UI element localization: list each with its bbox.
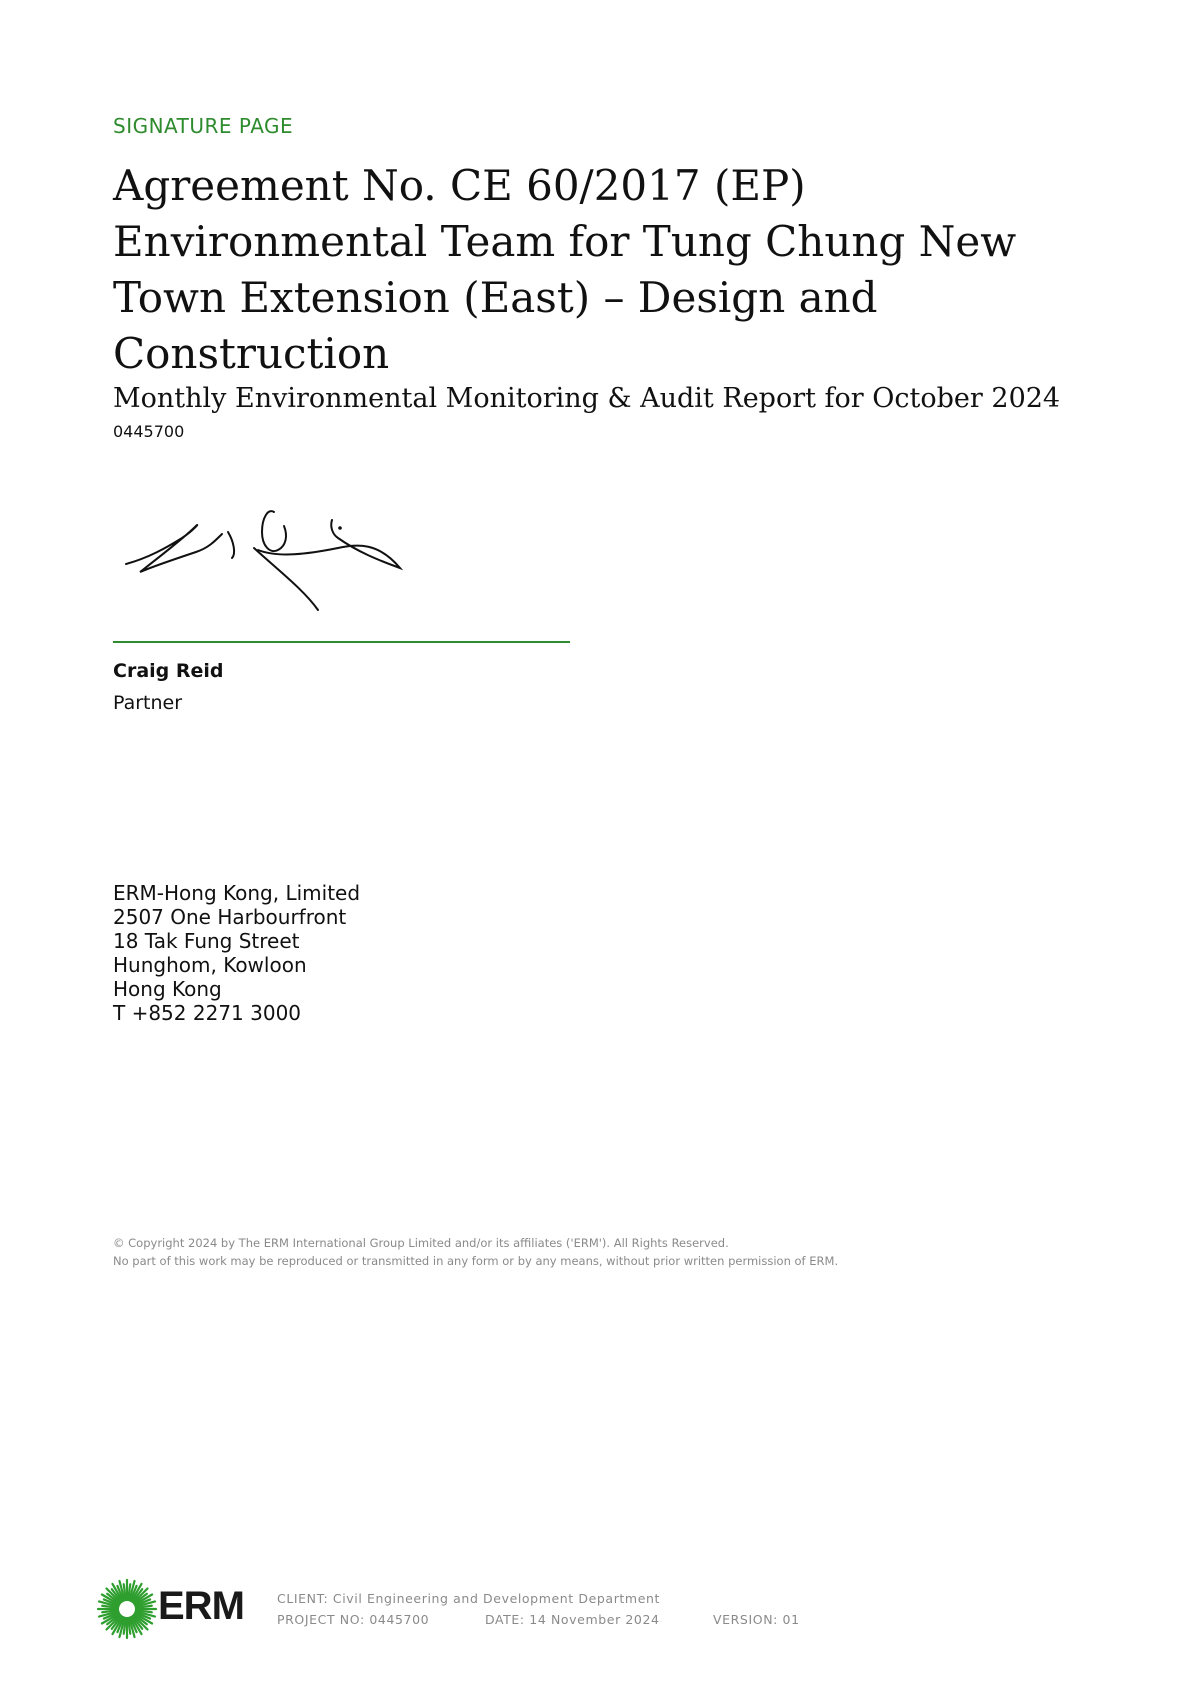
document-subtitle: Monthly Environmental Monitoring & Audit Report for October 2024 xyxy=(113,383,1061,414)
address-line: 2507 One Harbourfront xyxy=(113,905,347,929)
company-address xyxy=(113,881,360,1025)
footer-date: DATE: 14 November 2024 xyxy=(485,1612,660,1627)
address-line: ERM-Hong Kong, Limited xyxy=(113,881,361,905)
copyright-notice xyxy=(113,1234,838,1270)
address-line: Hunghom, Kowloon xyxy=(113,953,307,977)
phone-line: T +852 2271 3000 xyxy=(113,1001,302,1025)
footer-version: VERSION: 01 xyxy=(713,1612,800,1627)
title-line: Agreement No. CE 60/2017 (EP) xyxy=(113,161,806,210)
sunburst-logo-icon xyxy=(96,1578,158,1640)
signature-line xyxy=(113,641,570,643)
footer-client: CLIENT: Civil Engineering and Development Department xyxy=(277,1591,661,1606)
document-code: 0445700 xyxy=(113,422,185,441)
copyright-line: © Copyright 2024 by The ERM International Group Limited and/or its affiliates ('ERM'). All Rights Reserved. xyxy=(113,1236,729,1250)
section-label: SIGNATURE PAGE xyxy=(113,114,294,138)
document-title xyxy=(113,158,1073,382)
footer-project-number: PROJECT NO: 0445700 xyxy=(277,1612,430,1627)
address-line: 18 Tak Fung Street xyxy=(113,929,300,953)
handwritten-signature xyxy=(118,498,418,618)
logo-text: ERM xyxy=(158,1584,244,1628)
copyright-line: No part of this work may be reproduced or transmitted in any form or by any means, without prior written permission of ERM. xyxy=(113,1254,839,1268)
address-line: Hong Kong xyxy=(113,977,222,1001)
title-line: Town Extension (East) – Design and xyxy=(113,273,878,322)
title-line: Environmental Team for Tung Chung New xyxy=(113,217,1017,266)
signatory-name: Craig Reid xyxy=(113,660,224,682)
title-line: Construction xyxy=(113,329,390,378)
signatory-role: Partner xyxy=(113,692,183,714)
